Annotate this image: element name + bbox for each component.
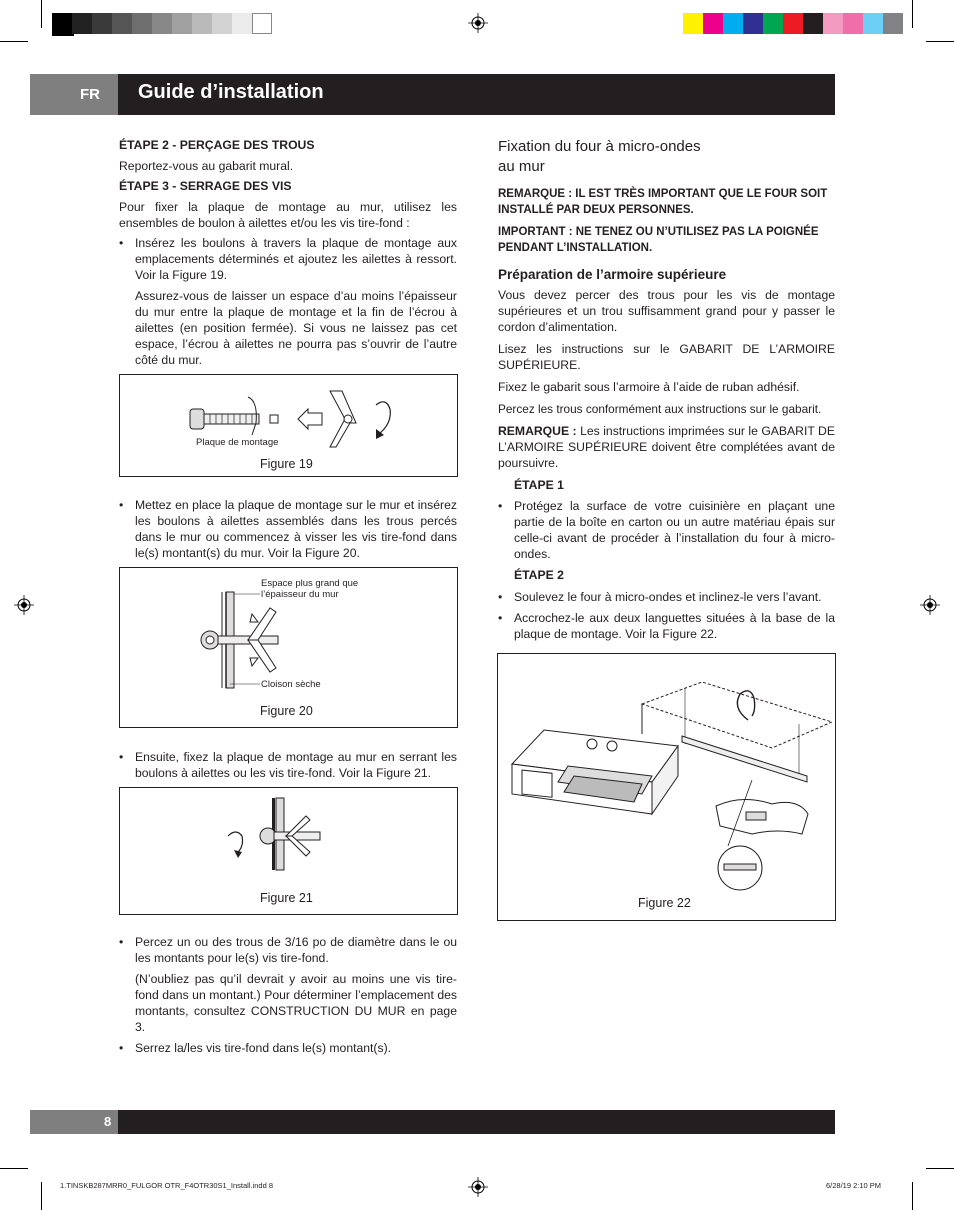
bullet-drill-holes: • Percez un ou des trous de 3/16 po de diamètre dans le ou les montants pour le(s) vis tire-fond. — [119, 934, 457, 966]
gray-swatch — [112, 13, 132, 34]
step2-title: ÉTAPE 2 - PERÇAGE DES TROUS — [119, 138, 315, 152]
slug-filename: 1.TINSKB287MRR0_FULGOR OTR_F4OTR30S1_Install.indd 8 — [60, 1181, 273, 1190]
fig20-caption: Figure 20 — [260, 704, 313, 718]
registration-target-icon — [920, 595, 940, 615]
bullet-insert-bolts: • Insérez les boulons à travers la plaque de montage aux emplacements déterminés et ajoutez les ailettes à ressort. Voir la Figure 19. — [119, 235, 457, 283]
remarque-label: REMARQUE : — [498, 424, 577, 438]
etape2-title: ÉTAPE 2 — [514, 568, 564, 582]
left-column-bullet4 — [119, 934, 457, 1056]
registration-target-icon — [14, 595, 34, 615]
fig20-label-top: Espace plus grand que l’épaisseur du mur — [261, 578, 359, 600]
prep-p1: Vous devez percer des trous pour les vis de montage supérieures et un trou suffisamment grand pour y passer le cordon d’alimentation. — [498, 288, 835, 334]
prep-p2: Lisez les instructions sur le GABARIT DE L’ARMOIRE SUPÉRIEURE. — [498, 342, 835, 372]
color-swatch — [683, 13, 703, 34]
bullet-place-plate: • Mettez en place la plaque de montage sur le mur et insérez les boulons à ailettes assemblés dans les trous percés dans le mur ou commencez à visser les vis tire-fond dans le(s) montant(s) du mur. Voir la Figure 20. — [119, 497, 457, 561]
color-swatch — [783, 13, 803, 34]
step3-title: ÉTAPE 3 - SERRAGE DES VIS — [119, 179, 292, 193]
gray-swatch — [172, 13, 192, 34]
color-swatch — [883, 13, 903, 34]
gray-swatch — [212, 13, 232, 34]
step3-intro: Pour fixer la plaque de montage au mur, utilisez les ensembles de boulon à ailettes et/ou les vis tire-fond : — [119, 200, 457, 230]
gray-swatch — [252, 13, 272, 34]
footer-bar — [118, 1110, 835, 1134]
left-column — [119, 137, 457, 368]
right-column — [498, 137, 835, 642]
gray-swatch — [152, 13, 172, 34]
bullet-insert-bolts-cont: Assurez-vous de laisser un espace d’au moins l’épaisseur du mur entre la plaque de montage et la fin de l’écrou à ailettes (en position fermée). Si vous ne laissez pas cet espace, l’écrou à ailettes ne pourra pas s’ouvrir de l’autre côté du mur. — [135, 289, 457, 367]
figure-22 — [497, 653, 836, 921]
fig19-caption: Figure 19 — [260, 457, 313, 471]
bullet-drill-holes-cont: (N’oubliez pas qu’il devrait y avoir au moins une vis tire-fond dans un montant.) Pour déterminer l’emplacement des montants, consultez CONSTRUCTION DU MUR en page 3. — [135, 972, 457, 1034]
left-column-bullet3 — [119, 749, 457, 781]
bullet-tighten-bolts: • Ensuite, fixez la plaque de montage au mur en serrant les boulons à ailettes ou les vis tire-fond. Voir la Figure 21. — [119, 749, 457, 781]
section-title-line1: Fixation du four à micro-ondes — [498, 138, 701, 155]
left-column-bullet2 — [119, 497, 457, 561]
slug-timestamp: 6/28/19 2:10 PM — [826, 1181, 882, 1190]
color-swatch — [803, 13, 823, 34]
remarque-two-people: REMARQUE : IL EST TRÈS IMPORTANT QUE LE FOUR SOIT INSTALLÉ PAR DEUX PERSONNES. — [498, 188, 828, 216]
gray-swatch — [232, 13, 252, 34]
etape2-bullet2: • Accrochez-le aux deux languettes situées à la base de la plaque de montage. Voir la Figure 22. — [498, 610, 835, 642]
registration-target-icon — [468, 1177, 488, 1197]
color-swatch — [743, 13, 763, 34]
etape1-title: ÉTAPE 1 — [514, 478, 564, 492]
color-swatch — [863, 13, 883, 34]
fig22-caption: Figure 22 — [638, 896, 691, 910]
page-title: Guide d’installation — [138, 81, 324, 103]
microwave-hanging-illustration — [502, 664, 832, 894]
bullet-tighten-screws: • Serrez la/les vis tire-fond dans le(s) montant(s). — [119, 1040, 457, 1056]
language-code: FR — [80, 86, 100, 103]
gray-swatch — [132, 13, 152, 34]
etape2-bullet1: • Soulevez le four à micro-ondes et inclinez-le vers l’avant. — [498, 589, 835, 605]
etape1-bullet: • Protégez la surface de votre cuisinière en plaçant une partie de la boîte en carton ou un autre matériau épais sur celle-ci avant de procéder à l’installation du four à micro-ondes. — [498, 498, 835, 562]
prep-p4: Percez les trous conformément aux instructions sur le gabarit. — [498, 402, 822, 416]
color-swatch — [763, 13, 783, 34]
section-title — [498, 137, 835, 177]
registration-target-icon — [468, 13, 488, 33]
color-swatch — [823, 13, 843, 34]
fig19-label: Plaque de montage — [196, 437, 279, 448]
gray-swatch — [192, 13, 212, 34]
gray-swatch — [52, 13, 74, 36]
color-swatch — [843, 13, 863, 34]
color-swatch — [723, 13, 743, 34]
important-handle: IMPORTANT : NE TENEZ OU N’UTILISEZ PAS LA POIGNÉE PENDANT L’INSTALLATION. — [498, 226, 819, 254]
remarque-template — [498, 423, 835, 471]
tightened-bolt-illustration — [220, 794, 330, 874]
remarque-text: Les instructions imprimées sur le GABARIT DE L’ARMOIRE SUPÉRIEURE doivent être complétées avant de poursuivre. — [498, 424, 835, 470]
figure-20 — [119, 567, 458, 728]
prep-title: Préparation de l’armoire supérieure — [498, 267, 727, 282]
step2-text: Reportez-vous au gabarit mural. — [119, 159, 294, 173]
color-swatch — [703, 13, 723, 34]
figure-19 — [119, 374, 458, 477]
figure-21 — [119, 787, 458, 915]
gray-swatch — [92, 13, 112, 34]
prep-p3: Fixez le gabarit sous l’armoire à l’aide de ruban adhésif. — [498, 380, 800, 394]
section-title-line2: au mur — [498, 158, 545, 175]
gray-swatch — [72, 13, 92, 34]
page-number: 8 — [104, 1114, 112, 1129]
fig21-caption: Figure 21 — [260, 891, 313, 905]
fig20-label-bottom: Cloison sèche — [261, 679, 321, 690]
language-tab — [30, 74, 118, 115]
